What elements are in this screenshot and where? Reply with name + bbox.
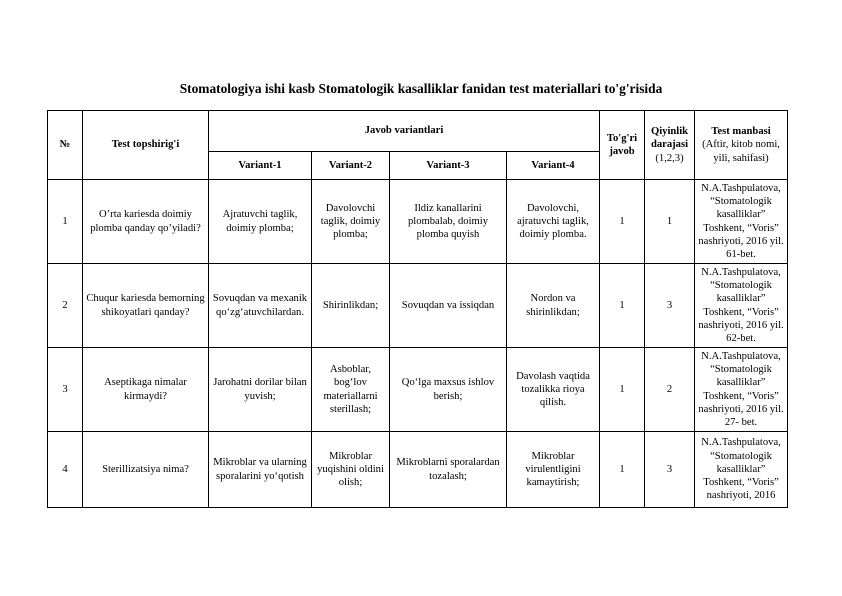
row-variant-3: Qo‘lga maxsus ishlov berish; [390, 348, 507, 432]
row-variant-4: Mikroblar virulentligini kamaytirish; [507, 432, 600, 508]
row-variant-1: Mikroblar va ularning sporalarini yo‘qotish [209, 432, 312, 508]
row-num: 4 [48, 432, 83, 508]
header-source-note: (Aftir, kitob nomi, yili, sahifasi) [702, 139, 780, 164]
row-question: Sterillizatsiya nima? [83, 432, 209, 508]
row-correct: 1 [600, 180, 645, 264]
row-source: N.A.Tashpulatova, “Stomatologik kasalliklar” Toshkent, “Voris” nashriyoti, 2016 yil. 62-bet. [695, 264, 788, 348]
header-task: Test topshirig'i [83, 111, 209, 180]
row-variant-4: Davolash vaqtida tozalikka rioya qilish. [507, 348, 600, 432]
header-answers-group: Javob variantlari [209, 111, 600, 152]
row-variant-3: Ildiz kanallarini plombalab, doimiy plomba quyish [390, 180, 507, 264]
row-question: O’rta kariesda doimiy plomba qanday qo’yiladi? [83, 180, 209, 264]
row-variant-1: Sovuqdan va mexanik qo‘zg‘atuvchilardan. [209, 264, 312, 348]
row-variant-4: Nordon va shirinlikdan; [507, 264, 600, 348]
table-row [48, 264, 788, 348]
page-title: Stomatologiya ishi kasb Stomatologik kasalliklar fanidan test materiallari to'g'risida [179, 81, 663, 96]
row-correct: 1 [600, 348, 645, 432]
header-difficulty [645, 111, 695, 180]
header-difficulty-note: (1,2,3) [655, 152, 684, 164]
row-variant-2: Davolovchi taglik, doimiy plomba; [312, 180, 390, 264]
row-source: N.A.Tashpulatova, “Stomatologik kasalliklar” Toshkent, “Voris” nashriyoti, 2016 [695, 432, 788, 508]
header-source-label: Test manbasi [711, 126, 771, 138]
row-variant-3: Sovuqdan va issiqdan [390, 264, 507, 348]
row-source: N.A.Tashpulatova, “Stomatologik kasalliklar” Toshkent, “Voris” nashriyoti, 2016 yil. 27- bet. [695, 348, 788, 432]
header-variant-2: Variant-2 [312, 152, 390, 180]
header-row [48, 111, 788, 152]
header-variant-3: Variant-3 [390, 152, 507, 180]
header-source [695, 111, 788, 180]
row-variant-3: Mikroblarni sporalardan tozalash; [390, 432, 507, 508]
row-source: N.A.Tashpulatova, “Stomatologik kasalliklar” Toshkent, “Voris” nashriyoti, 2016 yil. 61-bet. [695, 180, 788, 264]
table-row [48, 180, 788, 264]
table-row [48, 348, 788, 432]
header-variant-4: Variant-4 [507, 152, 600, 180]
row-num: 2 [48, 264, 83, 348]
header-num: № [48, 111, 83, 180]
row-variant-1: Ajratuvchi taglik, doimiy plomba; [209, 180, 312, 264]
test-materials-table [47, 110, 788, 508]
row-question: Chuqur kariesda bemorning shikoyatlari qanday? [83, 264, 209, 348]
table-body [48, 180, 788, 508]
row-variant-2: Shirinlikdan; [312, 264, 390, 348]
row-difficulty: 1 [645, 180, 695, 264]
header-difficulty-label: Qiyinlik darajasi [650, 126, 689, 151]
row-difficulty: 3 [645, 432, 695, 508]
row-correct: 1 [600, 432, 645, 508]
row-correct: 1 [600, 264, 645, 348]
row-question: Aseptikaga nimalar kirmaydi? [83, 348, 209, 432]
header-variant-1: Variant-1 [209, 152, 312, 180]
row-difficulty: 3 [645, 264, 695, 348]
row-variant-2: Mikroblar yuqishini oldini olish; [312, 432, 390, 508]
table-row [48, 432, 788, 508]
row-num: 3 [48, 348, 83, 432]
row-variant-2: Asboblar, bog‘lov materiallarni sterillash; [312, 348, 390, 432]
row-variant-4: Davolovchi, ajratuvchi taglik, doimiy plomba. [507, 180, 600, 264]
header-correct: To'g'ri javob [600, 111, 645, 180]
row-difficulty: 2 [645, 348, 695, 432]
row-num: 1 [48, 180, 83, 264]
row-variant-1: Jarohatni dorilar bilan yuvish; [209, 348, 312, 432]
table-header [48, 111, 788, 180]
